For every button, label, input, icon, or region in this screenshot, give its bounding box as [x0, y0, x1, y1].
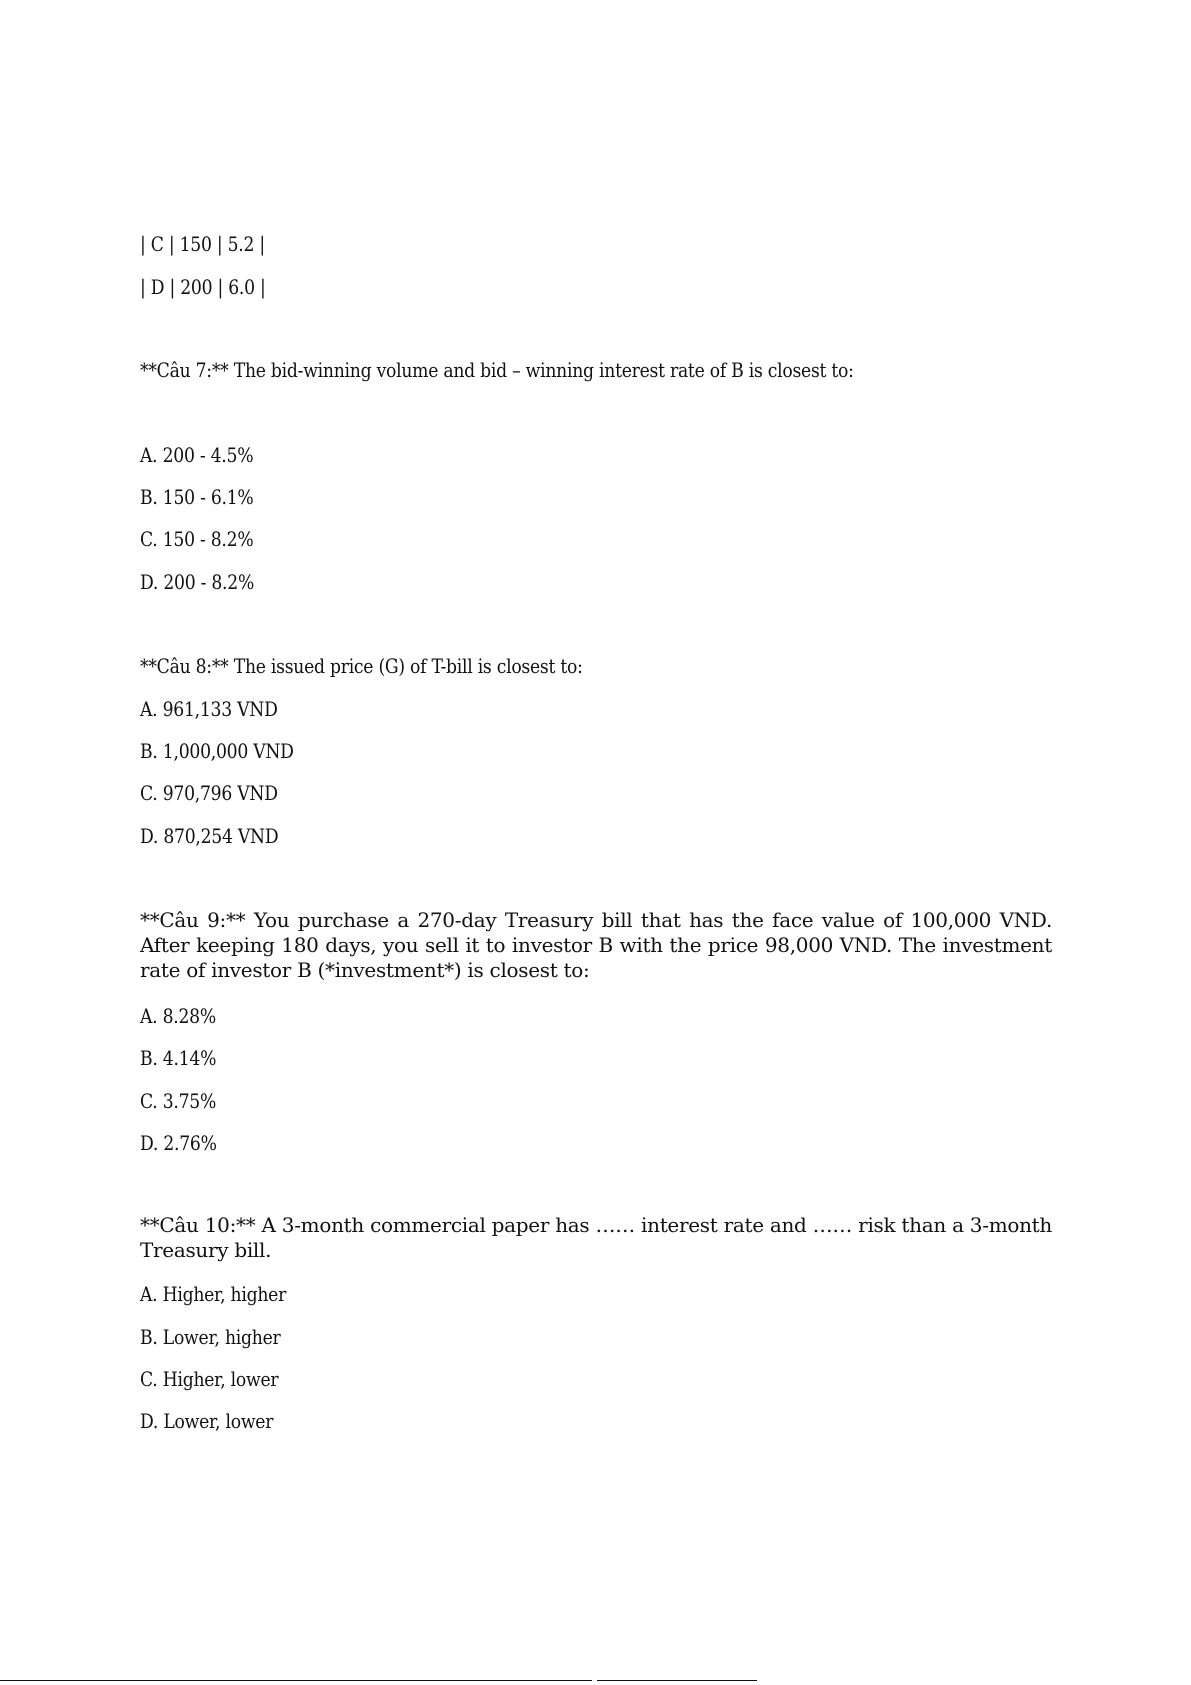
footer-divider [597, 1680, 757, 1681]
question-7-option-d: D. 200 - 8.2% [140, 570, 255, 594]
question-8-option-d: D. 870,254 VND [140, 824, 279, 848]
footer-divider [0, 1680, 592, 1681]
question-9-prompt [140, 908, 1052, 983]
question-7-option-c: C. 150 - 8.2% [140, 527, 254, 551]
question-8-prompt: **Câu 8:** The issued price (G) of T-bill is closest to: [140, 654, 583, 678]
question-8-option-b: B. 1,000,000 VND [140, 739, 294, 763]
question-9-option-c: C. 3.75% [140, 1089, 217, 1113]
table-row: | C | 150 | 5.2 | [140, 232, 265, 256]
question-10-prompt-text: **Câu 10:** A 3-month commercial paper has …… interest rate and …… risk than a 3-month Treasury bill. [140, 1213, 1052, 1262]
question-10-option-a: A. Higher, higher [140, 1282, 287, 1306]
question-7-prompt: **Câu 7:** The bid-winning volume and bid – winning interest rate of B is closest to: [140, 358, 854, 382]
question-9-option-d: D. 2.76% [140, 1131, 217, 1155]
question-9-option-a: A. 8.28% [140, 1004, 216, 1028]
question-8-option-a: A. 961,133 VND [140, 697, 278, 721]
question-10-prompt [140, 1213, 1052, 1263]
question-10-option-d: D. Lower, lower [140, 1409, 274, 1433]
table-row: | D | 200 | 6.0 | [140, 275, 266, 299]
question-8-option-c: C. 970,796 VND [140, 781, 278, 805]
question-7-option-a: A. 200 - 4.5% [140, 443, 254, 467]
question-10-option-b: B. Lower, higher [140, 1325, 281, 1349]
question-9-option-b: B. 4.14% [140, 1046, 217, 1070]
question-10-option-c: C. Higher, lower [140, 1367, 279, 1391]
question-9-prompt-text: **Câu 9:** You purchase a 270-day Treasury bill that has the face value of 100,000 VND. After keeping 180 days, you sell it to investor B with the price 98,000 VND. The investment rate of investor B (*investment*) is closest to: [140, 908, 1052, 982]
question-7-option-b: B. 150 - 6.1% [140, 485, 254, 509]
